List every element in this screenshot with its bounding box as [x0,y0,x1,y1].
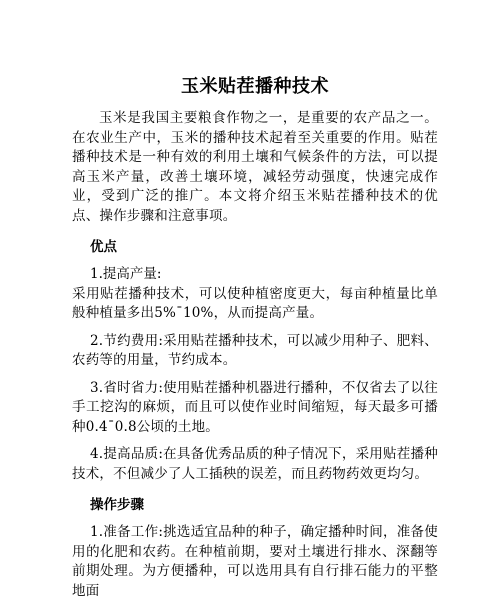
advantage-1-title: 1.提高产量: [90,266,162,282]
advantage-3: 3.省时省力:使用贴茬播种机器进行播种，不仅省去了以往手工挖沟的麻烦，而且可以使作业时间缩短，每天最多可播种0.4¯0.8公顷的土地。 [72,379,438,435]
advantage-2: 2.节约费用:采用贴茬播种技术，可以减少用种子、肥料、农药等的用量，节约成本。 [72,332,438,368]
section-heading-steps: 操作步骤 [90,497,144,513]
section-heading-advantages: 优点 [90,239,117,255]
intro-paragraph: 玉米是我国主要粮食作物之一，是重要的农产品之一。在农业生产中，玉米的播种技术起着至关重要的作用。贴茬播种技术是一种有效的利用土壤和气候条件的方法，可以提高玉米产量，改善土壤环境，减轻劳动强度，快速完成作业，受到广泛的推广。本文将介绍玉米贴茬播种技术的优点、操作步骤和注意事项。 [72,110,438,224]
document-title: 玉米贴茬播种技术 [181,76,329,97]
advantage-4: 4.提高品质:在具备优秀品质的种子情况下，采用贴茬播种技术，不但减少了人工插秧的误差，而且药物药效更均匀。 [72,446,438,482]
advantage-1-body: 采用贴茬播种技术，可以使种植密度更大，每亩种植量比单般种植量多出5%¯10%，从而提高产量。 [72,285,438,321]
step-1: 1.准备工作:挑选适宜品种的种子，确定播种时间，准备使用的化肥和农药。在种植前期，要对土壤进行排水、深翻等前期处理。为方便播种，可以选用具有自行排石能力的平整地面 [72,524,438,599]
